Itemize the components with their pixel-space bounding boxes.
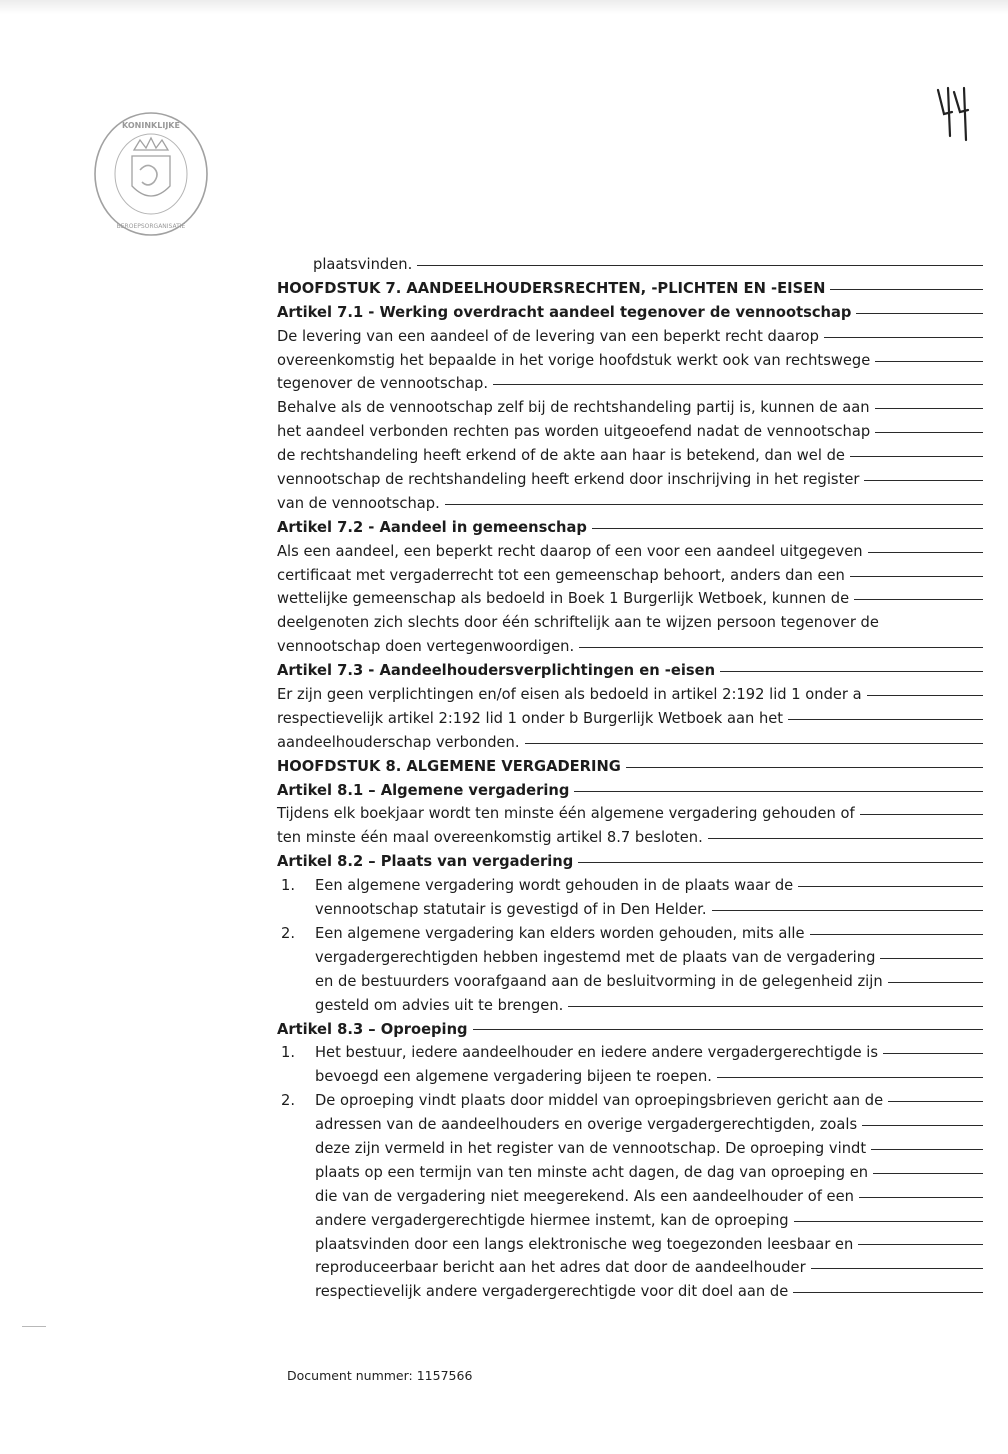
fill-dash — [856, 313, 983, 314]
heading-line — [277, 516, 983, 540]
fill-dash — [875, 408, 983, 409]
text-line — [277, 683, 983, 707]
text-line — [277, 587, 983, 611]
line-text: de rechtshandeling heeft erkend of de akte aan haar is betekend, dan wel de — [277, 447, 845, 465]
text-line — [277, 468, 983, 492]
fill-dash — [525, 743, 983, 744]
fill-dash — [880, 958, 983, 959]
fill-dash — [717, 1077, 983, 1078]
text-line — [277, 1137, 983, 1161]
line-text: wettelijke gemeenschap als bedoeld in Boek 1 Burgerlijk Wetboek, kunnen de — [277, 590, 850, 608]
fill-dash — [830, 289, 983, 290]
line-text: gesteld om advies uit te brengen. — [315, 996, 564, 1014]
text-line — [277, 970, 983, 994]
text-line — [277, 874, 983, 898]
text-line — [277, 1233, 983, 1257]
heading-line — [277, 1018, 983, 1042]
text-line — [277, 1280, 983, 1304]
text-line — [277, 444, 983, 468]
fill-dash — [850, 456, 983, 457]
fill-dash — [417, 265, 983, 266]
line-text: adressen van de aandeelhouders en overige vergadergerechtigden, zoals — [315, 1116, 858, 1134]
text-line — [277, 1209, 983, 1233]
text-line — [277, 946, 983, 970]
text-line — [277, 420, 983, 444]
fill-dash — [445, 504, 983, 505]
fill-dash — [875, 361, 983, 362]
line-text: plaats op een termijn van ten minste acht dagen, de dag van oproeping en — [315, 1163, 869, 1181]
fill-dash — [811, 1268, 983, 1269]
fill-dash — [578, 862, 983, 863]
fill-dash — [626, 767, 983, 768]
line-text: De oproeping vindt plaats door middel van oproepingsbrieven gericht aan de — [315, 1092, 884, 1110]
line-text: certificaat met vergaderrecht tot een gemeenschap behoort, anders dan een — [277, 566, 845, 584]
fill-dash — [873, 1173, 983, 1174]
list-number: 1. — [281, 1044, 296, 1062]
heading-line — [277, 755, 983, 779]
line-text: vennootschap doen vertegenwoordigen. — [277, 638, 575, 656]
line-text: respectievelijk andere vergadergerechtigde voor dit doel aan de — [315, 1283, 789, 1301]
line-text: Artikel 7.1 - Werking overdracht aandeel tegenover de vennootschap — [277, 303, 852, 321]
fill-dash — [810, 934, 983, 935]
heading-line — [277, 850, 983, 874]
fill-dash — [860, 814, 983, 815]
line-text: die van de vergadering niet meegerekend. Als een aandeelhouder of een — [315, 1187, 854, 1205]
line-text: deze zijn vermeld in het register van de vennootschap. De oproeping vindt — [315, 1139, 867, 1157]
text-line — [277, 707, 983, 731]
fill-dash — [875, 432, 983, 433]
line-text: De levering van een aandeel of de levering van een beperkt recht daarop — [277, 327, 819, 345]
text-line — [277, 253, 983, 277]
line-text: Een algemene vergadering wordt gehouden in de plaats waar de — [315, 877, 794, 895]
notary-seal-logo — [92, 110, 210, 238]
text-line — [277, 731, 983, 755]
heading-line — [277, 277, 983, 301]
text-line — [277, 826, 983, 850]
document-number-footer: Document nummer: 1157566 — [287, 1368, 473, 1383]
line-text: van de vennootschap. — [277, 494, 440, 512]
fill-dash — [871, 1149, 983, 1150]
line-text: Artikel 7.3 - Aandeelhoudersverplichtingen en -eisen — [277, 662, 716, 680]
line-text: HOOFDSTUK 7. AANDEELHOUDERSRECHTEN, -PLICHTEN EN -EISEN — [277, 279, 826, 297]
fill-dash — [720, 671, 983, 672]
fill-dash — [824, 337, 983, 338]
margin-mark — [22, 1326, 46, 1327]
scan-edge — [0, 0, 1008, 14]
list-number: 2. — [281, 1092, 296, 1110]
fill-dash — [708, 838, 983, 839]
text-line — [277, 349, 983, 373]
line-text: respectievelijk artikel 2:192 lid 1 onder b Burgerlijk Wetboek aan het — [277, 709, 784, 727]
text-line — [277, 802, 983, 826]
fill-dash — [888, 982, 983, 983]
heading-line — [277, 301, 983, 325]
fill-dash — [798, 886, 983, 887]
svg-text:KONINKLIJKE: KONINKLIJKE — [122, 121, 180, 130]
fill-dash — [579, 647, 983, 648]
list-number: 1. — [281, 877, 296, 895]
fill-dash — [793, 1292, 983, 1293]
line-text: Artikel 7.2 - Aandeel in gemeenschap — [277, 518, 587, 536]
line-text: plaatsvinden door een langs elektronische weg toegezonden leesbaar en — [315, 1235, 854, 1253]
fill-dash — [883, 1053, 983, 1054]
line-text: Tijdens elk boekjaar wordt ten minste één algemene vergadering gehouden of — [277, 805, 855, 823]
line-text: en de bestuurders voorafgaand aan de besluitvorming in de gelegenheid zijn — [315, 972, 883, 990]
handwritten-page-mark — [934, 84, 974, 144]
heading-line — [277, 659, 983, 683]
line-text: overeenkomstig het bepaalde in het vorige hoofdstuk werkt ook van rechtswege — [277, 351, 871, 369]
deed-body-text — [277, 253, 983, 1304]
line-text: Artikel 8.3 – Oproeping — [277, 1020, 468, 1038]
text-line — [277, 396, 983, 420]
fill-dash — [592, 528, 983, 529]
line-text: Behalve als de vennootschap zelf bij de rechtshandeling partij is, kunnen de aan — [277, 399, 870, 417]
text-line — [277, 1185, 983, 1209]
text-line — [277, 922, 983, 946]
line-text: Er zijn geen verplichtingen en/of eisen als bedoeld in artikel 2:192 lid 1 onder a — [277, 686, 862, 704]
line-text: deelgenoten zich slechts door één schriftelijk aan te wijzen persoon tegenover de — [277, 614, 879, 632]
text-line — [277, 1113, 983, 1137]
fill-dash — [867, 695, 983, 696]
text-line — [277, 898, 983, 922]
line-text: vennootschap de rechtshandeling heeft erkend door inschrijving in het register — [277, 471, 860, 489]
line-text: Als een aandeel, een beperkt recht daarop of een voor een aandeel uitgegeven — [277, 542, 863, 560]
line-text: Artikel 8.1 – Algemene vergadering — [277, 781, 570, 799]
text-line — [277, 1089, 983, 1113]
line-text: het aandeel verbonden rechten pas worden uitgeoefend nadat de vennootschap — [277, 423, 871, 441]
line-text: Het bestuur, iedere aandeelhouder en iedere andere vergadergerechtigde is — [315, 1044, 879, 1062]
text-line — [277, 611, 983, 635]
text-line — [277, 540, 983, 564]
fill-dash — [473, 1029, 983, 1030]
list-number: 2. — [281, 924, 296, 942]
fill-dash — [888, 1101, 983, 1102]
fill-dash — [794, 1221, 983, 1222]
line-text: Een algemene vergadering kan elders worden gehouden, mits alle — [315, 924, 805, 942]
fill-dash — [493, 384, 983, 385]
line-text: ten minste één maal overeenkomstig artikel 8.7 besloten. — [277, 829, 703, 847]
fill-dash — [788, 719, 983, 720]
fill-dash — [574, 791, 983, 792]
line-text: tegenover de vennootschap. — [277, 375, 489, 393]
line-text: reproduceerbaar bericht aan het adres dat door de aandeelhouder — [315, 1259, 806, 1277]
fill-dash — [850, 576, 983, 577]
fill-dash — [854, 599, 983, 600]
svg-text:BEROEPSORGANISATIE: BEROEPSORGANISATIE — [116, 223, 186, 230]
fill-dash — [859, 1197, 983, 1198]
text-line — [277, 1041, 983, 1065]
text-line — [277, 994, 983, 1018]
line-text: aandeelhouderschap verbonden. — [277, 733, 520, 751]
fill-dash — [858, 1244, 983, 1245]
text-line — [277, 1256, 983, 1280]
line-text: andere vergadergerechtigde hiermee instemt, kan de oproeping — [315, 1211, 789, 1229]
text-line — [277, 325, 983, 349]
fill-dash — [868, 552, 983, 553]
line-text: bevoegd een algemene vergadering bijeen te roepen. — [315, 1068, 712, 1086]
text-line — [277, 1161, 983, 1185]
text-line — [277, 492, 983, 516]
text-line — [277, 372, 983, 396]
fill-dash — [568, 1006, 983, 1007]
text-line — [277, 564, 983, 588]
line-text: plaatsvinden. — [313, 256, 413, 273]
heading-line — [277, 779, 983, 803]
fill-dash — [712, 910, 983, 911]
line-text: vergadergerechtigden hebben ingestemd met de plaats van de vergadering — [315, 948, 876, 966]
text-line — [277, 635, 983, 659]
fill-dash — [862, 1125, 983, 1126]
fill-dash — [864, 480, 983, 481]
text-line — [277, 1065, 983, 1089]
line-text: Artikel 8.2 – Plaats van vergadering — [277, 853, 574, 871]
line-text: vennootschap statutair is gevestigd of in Den Helder. — [315, 901, 707, 919]
line-text: HOOFDSTUK 8. ALGEMENE VERGADERING — [277, 757, 621, 775]
